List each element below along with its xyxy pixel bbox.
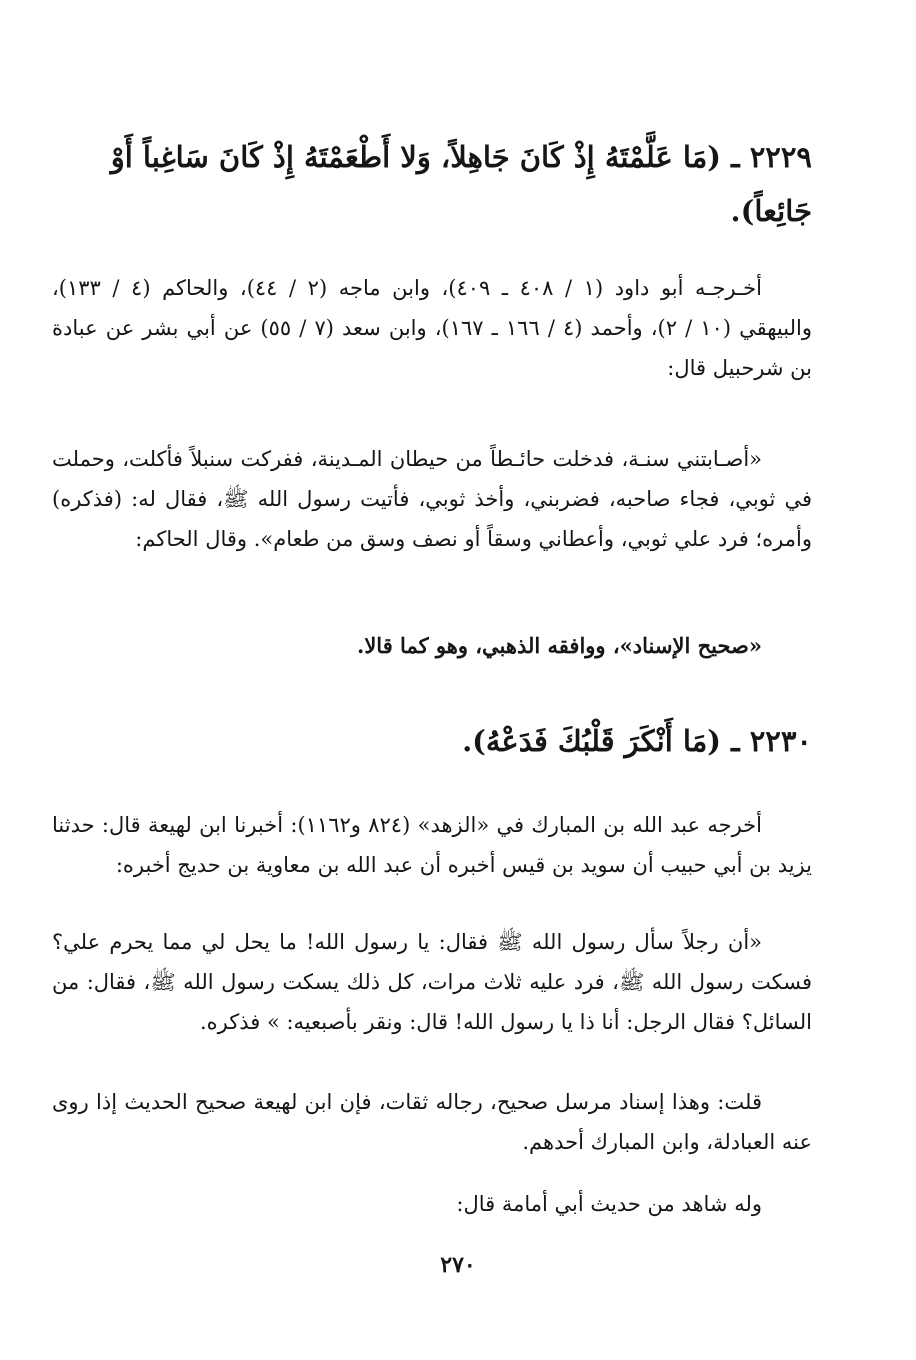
hadith-2230-shahid: وله شاهد من حديث أبي أمامة قال: <box>456 1192 762 1216</box>
hadith-2229-takhrij: أخـرجـه أبو داود (١ / ٤٠٨ ـ ٤٠٩)، وابن ماجه (٢ / ٤٤)، والحاكم (٤ / ١٣٣)، والبيهقي (١٠ / ٢)، وأحمد (٤ / ١٦٦ ـ ١٦٧)، وابن سعد (٧ / ٥٥) عن أبي بشر عن عبادة بن شرحبيل قال: <box>52 276 812 380</box>
hadith-2230-text: «أن رجلاً سأل رسول الله ﷺ فقال: يا رسول الله! ما يحل لي مما يحرم علي؟ فسكت رسول الله ﷺ، فرد عليه ثلاث مرات، كل ذلك يسكت رسول الله ﷺ، فقال: من السائل؟ فقال الرجل: أنا ذا يا رسول الله! قال: ونقر بأصبعيه: » فذكره. <box>52 930 812 1034</box>
hadith-2229-text: «أصـابتني سنـة، فدخلت حائـطاً من حيطان المـدينة، ففركت سنبلاً فأكلت، وحملت في ثوبي، فجاء صاحبه، فضربني، وأخذ ثوبي، فأتيت رسول الله ﷺ، فقال له: (فذكره) وأمره؛ فرد علي ثوبي، وأعطاني وسقاً أو نصف وسق من طعام». وقال الحاكم: <box>52 447 812 551</box>
hadith-2230-comment: قلت: وهذا إسناد مرسل صحيح، رجاله ثقات، فإن ابن لهيعة صحيح الحديث إذا روى عنه العبادلة، وابن المبارك أحدهم. <box>52 1090 812 1154</box>
hadith-2229-heading: ٢٢٢٩ ـ (مَا عَلَّمْتَهُ إِذْ كَانَ جَاهِلاً، وَلا أَطْعَمْتَهُ إِذْ كَانَ سَاغِباً أَوْ جَائِعاً). <box>110 140 812 228</box>
hadith-2230-heading: ٢٢٣٠ ـ (مَا أَنْكَرَ قَلْبُكَ فَدَعْهُ). <box>462 724 812 758</box>
hadith-2229-verdict: «صحيح الإسناد»، ووافقه الذهبي، وهو كما قالا. <box>357 633 762 658</box>
page-number: ٢٧٠ <box>440 1252 476 1278</box>
hadith-2230-takhrij: أخرجه عبد الله بن المبارك في «الزهد» (٨٢٤ و١١٦٢): أخبرنا ابن لهيعة قال: حدثنا يزيد بن أبي حبيب أن سويد بن قيس أخبره أن عبد الله بن معاوية بن حديج أخبره: <box>52 813 812 877</box>
